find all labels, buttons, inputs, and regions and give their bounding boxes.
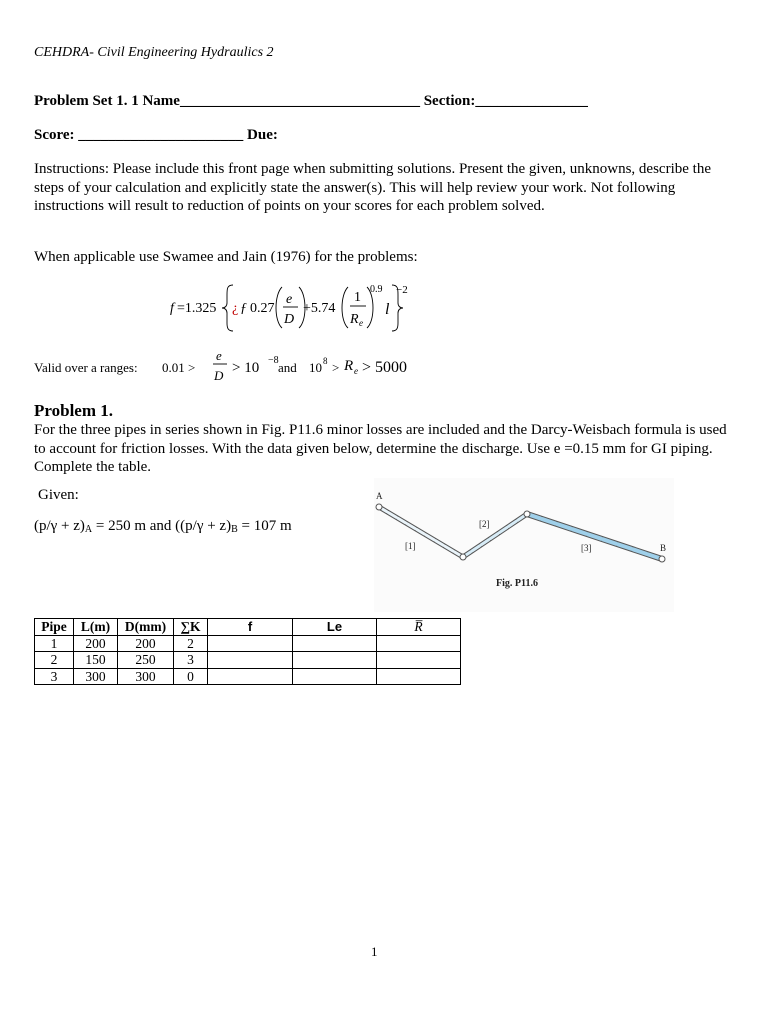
eq-coefficient: =1.325 bbox=[177, 301, 217, 316]
fig-pipe-1: [1] bbox=[405, 541, 416, 551]
given-mid: = 250 m and ((p/γ + z) bbox=[92, 518, 232, 534]
given-a: (p/γ + z) bbox=[34, 518, 85, 534]
eq-garbled-char: ¿ bbox=[232, 301, 239, 316]
table-cell bbox=[208, 652, 293, 669]
table-cell: 300 bbox=[74, 668, 118, 685]
valid-gt1: > 10 bbox=[232, 360, 260, 376]
eq-exp-m2: −2 bbox=[396, 284, 408, 296]
valid-D: D bbox=[214, 368, 224, 383]
page-number: 1 bbox=[371, 944, 378, 959]
table-cell bbox=[208, 668, 293, 685]
eq-Re: R bbox=[350, 312, 359, 327]
table-cell bbox=[377, 635, 461, 652]
fig-label-a: A bbox=[376, 491, 383, 501]
col-pipe: Pipe bbox=[35, 619, 74, 636]
table-cell: 200 bbox=[118, 635, 174, 652]
problem-1-text: For the three pipes in series shown in Fig. P11.6 minor losses are included and the Darcy-Weisbach formula is used to account for friction losses. With the data given below, determine the discharge. Use e =0.15 mm for GI piping. Complete the table. bbox=[34, 422, 727, 475]
valid-lower: 0.01 > bbox=[162, 360, 196, 375]
table-cell: 3 bbox=[35, 668, 74, 685]
eq-Re-sub: e bbox=[359, 318, 363, 328]
table-cell bbox=[293, 635, 377, 652]
valid-and: and bbox=[278, 360, 297, 375]
valid-range-line bbox=[34, 349, 434, 385]
swamee-jain-intro: When applicable use Swamee and Jain (1976) for the problems: bbox=[34, 249, 418, 265]
col-sum-k: ∑K bbox=[174, 619, 208, 636]
problem-1-title: Problem 1. bbox=[34, 401, 114, 420]
eq-exp-09: 0.9 bbox=[370, 284, 383, 295]
valid-e: e bbox=[216, 349, 222, 363]
valid-Re-sub: e bbox=[354, 366, 358, 376]
valid-ten: 10 bbox=[309, 360, 322, 375]
table-cell: 250 bbox=[118, 652, 174, 669]
table-header-row bbox=[35, 619, 461, 636]
fig-caption: Fig. P11.6 bbox=[496, 578, 538, 589]
table-cell bbox=[293, 668, 377, 685]
table-cell: 2 bbox=[174, 635, 208, 652]
instructions-paragraph: Instructions: Please include this front page when submitting solutions. Present the given, unknowns, describe the steps of your calculation and explicitly state the answer(s). This will help review your work. Not following instructions will result to reduction of points on your scores for each problem solved. bbox=[34, 161, 711, 214]
table-cell: 2 bbox=[35, 652, 74, 669]
table-cell: 200 bbox=[74, 635, 118, 652]
table-cell: 0 bbox=[174, 668, 208, 685]
valid-Re: R bbox=[344, 358, 354, 374]
eq-fn: ƒ bbox=[240, 301, 247, 316]
table-cell: 3 bbox=[174, 652, 208, 669]
score-due-line: Score: ______________________ Due: bbox=[34, 127, 278, 143]
table-cell: 1 bbox=[35, 635, 74, 652]
given-b-sub: B bbox=[231, 524, 238, 535]
swamee-jain-equation bbox=[170, 281, 430, 333]
eq-one: 1 bbox=[354, 290, 361, 305]
fig-label-b: B bbox=[660, 543, 667, 553]
valid-exp1: −8 bbox=[268, 355, 279, 366]
eq-l: l bbox=[385, 301, 390, 318]
table-cell: 300 bbox=[118, 668, 174, 685]
eq-c1: 0.27 bbox=[250, 301, 275, 316]
table-cell: 150 bbox=[74, 652, 118, 669]
eq-f: f bbox=[170, 301, 174, 316]
valid-label: Valid over a ranges: bbox=[34, 360, 138, 375]
fig-pipe-2: [2] bbox=[479, 519, 490, 529]
col-r-bar: R̅ bbox=[377, 619, 461, 636]
table-cell bbox=[293, 652, 377, 669]
fig-pipe-3: [3] bbox=[581, 543, 592, 553]
given-end: = 107 m bbox=[237, 518, 292, 534]
given-label: Given: bbox=[38, 487, 79, 503]
table-row bbox=[35, 652, 461, 669]
pipe-figure-p11-6 bbox=[374, 478, 674, 612]
col-le: Le bbox=[293, 619, 377, 636]
eq-D: D bbox=[284, 312, 295, 327]
document-header: CEHDRA- Civil Engineering Hydraulics 2 bbox=[34, 45, 274, 60]
pipe-data-table bbox=[34, 618, 461, 685]
given-expression bbox=[34, 518, 292, 535]
valid-exp2: 8 bbox=[323, 356, 328, 366]
col-f: f bbox=[208, 619, 293, 636]
table-cell bbox=[377, 668, 461, 685]
table-row bbox=[35, 668, 461, 685]
valid-gt2: > bbox=[332, 360, 340, 375]
valid-gt3: > 5000 bbox=[362, 359, 408, 376]
table-cell bbox=[208, 635, 293, 652]
eq-plus-574: +5.74 bbox=[303, 301, 336, 316]
table-cell bbox=[377, 652, 461, 669]
table-row bbox=[35, 635, 461, 652]
problem-set-name-line: Problem Set 1. 1 Name________________________________ Section:_______________ bbox=[34, 93, 588, 109]
col-length: L(m) bbox=[74, 619, 118, 636]
col-diameter: D(mm) bbox=[118, 619, 174, 636]
eq-e: e bbox=[286, 292, 293, 307]
given-a-sub: A bbox=[84, 524, 93, 535]
